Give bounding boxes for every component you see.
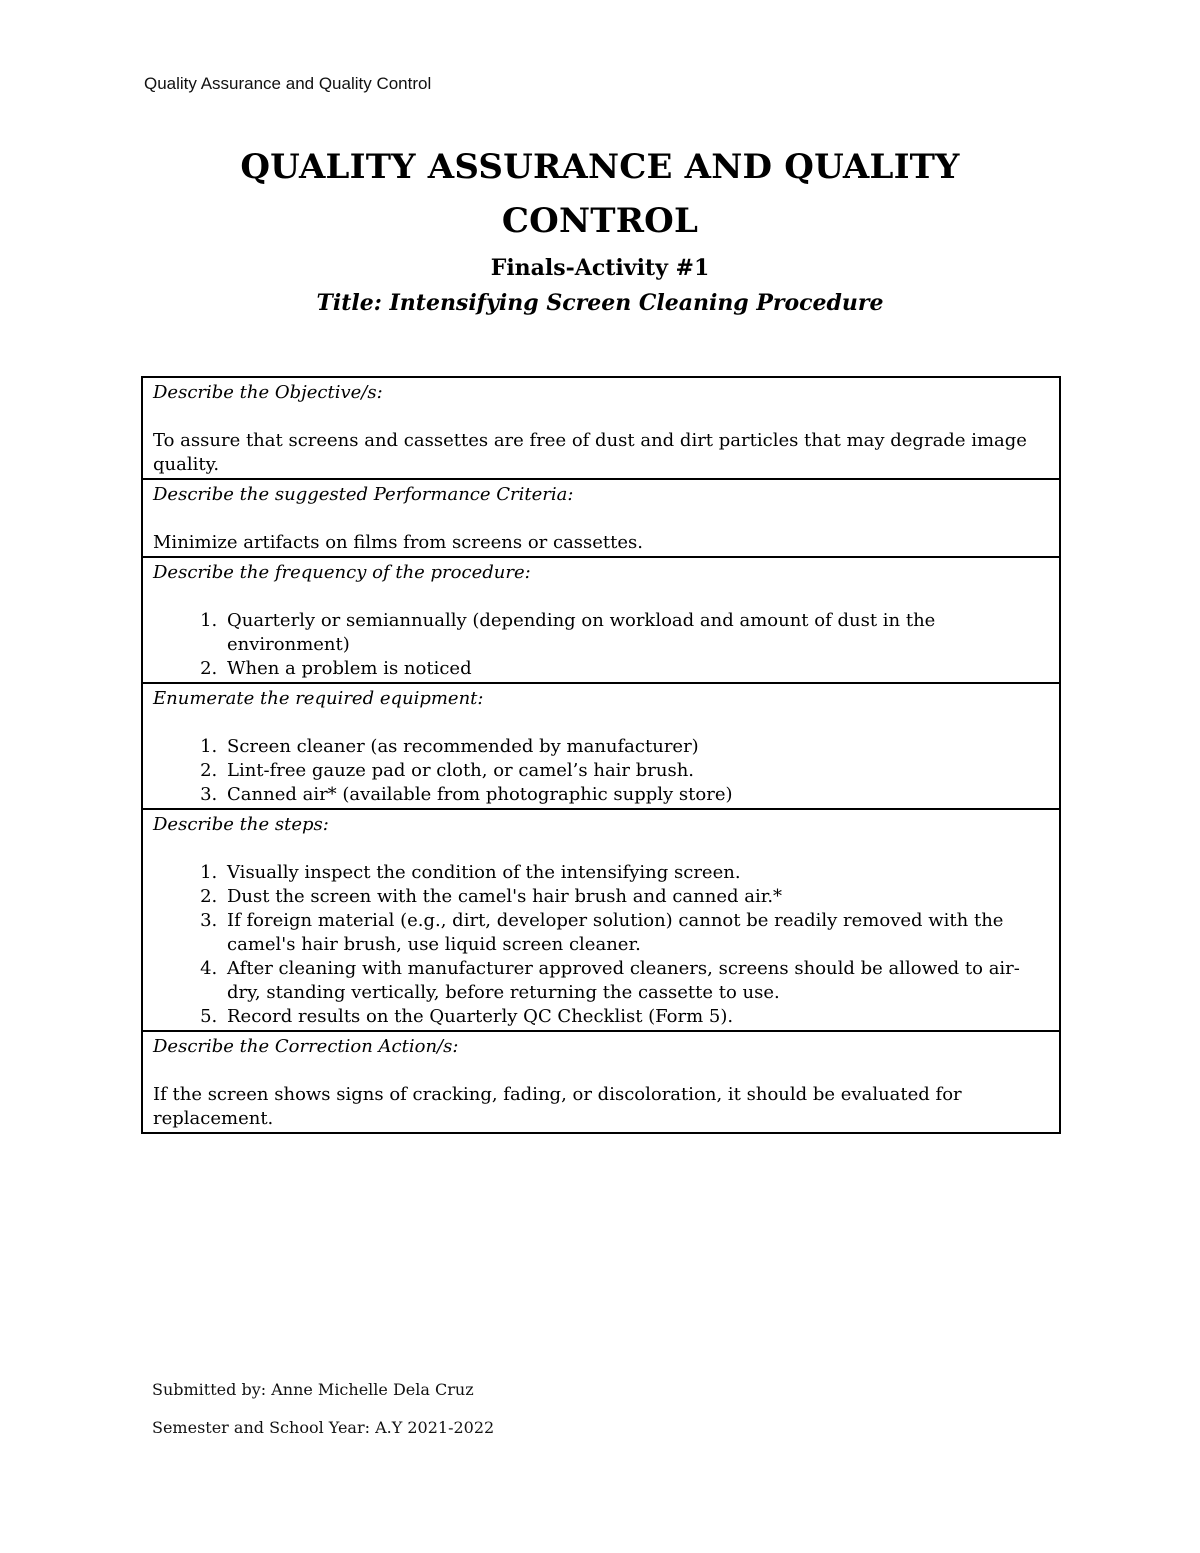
- criteria-label: Describe the suggested Performance Criteria:: [153, 484, 574, 505]
- frequency-list: [153, 609, 1049, 681]
- equipment-cell: [142, 683, 1060, 809]
- steps-cell: [142, 809, 1060, 1031]
- list-item: 3. Canned air* (available from photographic supply store): [223, 783, 1049, 807]
- frequency-row: [142, 557, 1060, 683]
- list-item: 2. When a problem is noticed: [223, 657, 1049, 681]
- semester-school-year: Semester and School Year: A.Y 2021-2022: [152, 1418, 495, 1437]
- list-item: 2. Dust the screen with the camel's hair brush and canned air.*: [223, 885, 1049, 909]
- activity-number: Finals-Activity #1: [490, 255, 710, 281]
- equipment-label: Enumerate the required equipment:: [153, 688, 484, 709]
- list-item: 3. If foreign material (e.g., dirt, developer solution) cannot be readily removed with the camel's hair brush, use liquid screen cleaner.: [223, 909, 1049, 957]
- equipment-row: [142, 683, 1060, 809]
- frequency-cell: [142, 557, 1060, 683]
- list-item: 2. Lint-free gauze pad or cloth, or camel’s hair brush.: [223, 759, 1049, 783]
- objective-row: [142, 377, 1060, 479]
- objective-cell: [142, 377, 1060, 479]
- steps-list: [153, 861, 1049, 1029]
- activity-title: Title: Intensifying Screen Cleaning Procedure: [316, 290, 884, 316]
- correction-text: If the screen shows signs of cracking, fading, or discoloration, it should be evaluated for replacement.: [153, 1084, 962, 1129]
- correction-cell: [142, 1031, 1060, 1133]
- steps-row: [142, 809, 1060, 1031]
- document-title: QUALITY ASSURANCE AND QUALITY CONTROL: [240, 147, 960, 241]
- title-block: [0, 140, 1200, 322]
- correction-row: [142, 1031, 1060, 1133]
- objective-label: Describe the Objective/s:: [153, 382, 383, 403]
- list-item: 1. Quarterly or semiannually (depending on workload and amount of dust in the environment): [223, 609, 1049, 657]
- equipment-list: [153, 735, 1049, 807]
- criteria-row: [142, 479, 1060, 557]
- correction-label: Describe the Correction Action/s:: [153, 1036, 459, 1057]
- criteria-text: Minimize artifacts on films from screens or cassettes.: [153, 532, 644, 553]
- steps-label: Describe the steps:: [153, 814, 329, 835]
- objective-text: To assure that screens and cassettes are free of dust and dirt particles that may degrade image quality.: [153, 430, 1027, 475]
- list-item: 1. Visually inspect the condition of the intensifying screen.: [223, 861, 1049, 885]
- submitted-by: Submitted by: Anne Michelle Dela Cruz: [152, 1380, 474, 1399]
- frequency-label: Describe the frequency of the procedure:: [153, 562, 531, 583]
- list-item: 5. Record results on the Quarterly QC Checklist (Form 5).: [223, 1005, 1049, 1029]
- procedure-table: [141, 376, 1061, 1134]
- list-item: 1. Screen cleaner (as recommended by manufacturer): [223, 735, 1049, 759]
- criteria-cell: [142, 479, 1060, 557]
- running-header: Quality Assurance and Quality Control: [144, 74, 432, 93]
- list-item: 4. After cleaning with manufacturer approved cleaners, screens should be allowed to air-dry, standing vertically, before returning the cassette to use.: [223, 957, 1049, 1005]
